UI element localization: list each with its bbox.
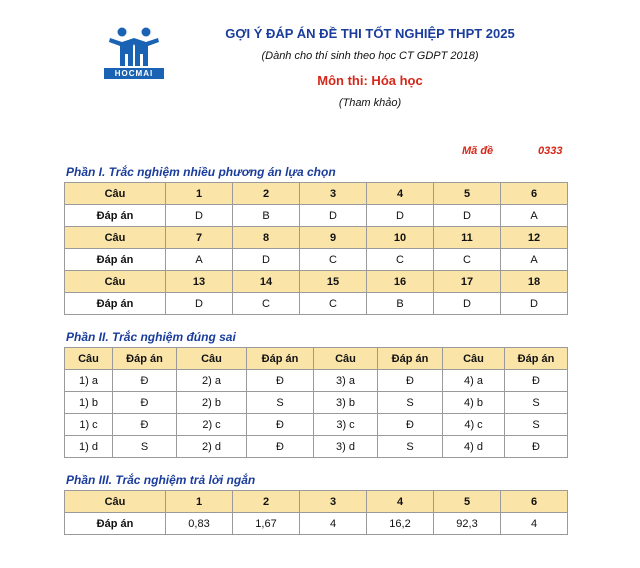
sub-question: 3) d xyxy=(314,436,378,458)
table-row xyxy=(65,293,568,315)
part1-table xyxy=(64,182,568,315)
subject-title: Môn thi: Hóa học xyxy=(317,73,423,88)
table-row xyxy=(65,513,568,535)
column-header: Câu xyxy=(177,348,247,370)
question-number: 3 xyxy=(300,491,367,513)
answer-cell: Đ xyxy=(505,436,568,458)
question-number: 12 xyxy=(501,227,568,249)
table-row xyxy=(65,370,568,392)
question-number: 4 xyxy=(367,183,434,205)
answer-cell: 92,3 xyxy=(434,513,501,535)
column-header: Câu xyxy=(443,348,505,370)
answer-cell: D xyxy=(434,205,501,227)
question-number: 10 xyxy=(367,227,434,249)
answer-cell: A xyxy=(166,249,233,271)
answer-cell: Đ xyxy=(247,414,314,436)
answer-label: Đáp án xyxy=(65,205,166,227)
column-header: Đáp án xyxy=(113,348,177,370)
table-row xyxy=(65,491,568,513)
table-row xyxy=(65,271,568,293)
answer-cell: D xyxy=(166,293,233,315)
sub-question: 1) c xyxy=(65,414,113,436)
answer-cell: S xyxy=(505,414,568,436)
answer-cell: A xyxy=(501,249,568,271)
part3-title: Phần III. Trắc nghiệm trả lời ngắn xyxy=(66,473,256,487)
part2-table xyxy=(64,347,568,458)
sub-question: 3) c xyxy=(314,414,378,436)
question-number: 9 xyxy=(300,227,367,249)
question-number: 17 xyxy=(434,271,501,293)
sub-question: 2) d xyxy=(177,436,247,458)
sub-question: 4) a xyxy=(443,370,505,392)
sub-question: 1) a xyxy=(65,370,113,392)
question-number: 8 xyxy=(233,227,300,249)
answer-cell: 0,83 xyxy=(166,513,233,535)
answer-cell: Đ xyxy=(113,414,177,436)
sub-question: 3) a xyxy=(314,370,378,392)
answer-cell: 1,67 xyxy=(233,513,300,535)
question-label: Câu xyxy=(65,183,166,205)
question-label: Câu xyxy=(65,227,166,249)
sub-question: 3) b xyxy=(314,392,378,414)
answer-cell: Đ xyxy=(247,370,314,392)
answer-cell: D xyxy=(501,293,568,315)
question-label: Câu xyxy=(65,491,166,513)
answer-cell: Đ xyxy=(247,436,314,458)
question-label: Câu xyxy=(65,271,166,293)
document-title: GỢI Ý ĐÁP ÁN ĐỀ THI TỐT NGHIỆP THPT 2025 xyxy=(225,26,515,41)
answer-cell: A xyxy=(501,205,568,227)
question-number: 5 xyxy=(434,491,501,513)
document-subtitle: (Dành cho thí sinh theo học CT GDPT 2018) xyxy=(261,50,479,62)
question-number: 2 xyxy=(233,491,300,513)
column-header: Câu xyxy=(65,348,113,370)
table-row xyxy=(65,205,568,227)
answer-cell: 4 xyxy=(501,513,568,535)
answer-cell: Đ xyxy=(505,370,568,392)
question-number: 1 xyxy=(166,491,233,513)
question-number: 15 xyxy=(300,271,367,293)
sub-question: 1) b xyxy=(65,392,113,414)
column-header: Câu xyxy=(314,348,378,370)
answer-cell: D xyxy=(166,205,233,227)
question-number: 3 xyxy=(300,183,367,205)
sub-question: 2) a xyxy=(177,370,247,392)
answer-cell: S xyxy=(505,392,568,414)
sub-question: 4) d xyxy=(443,436,505,458)
answer-cell: Đ xyxy=(113,392,177,414)
table-row xyxy=(65,249,568,271)
question-number: 14 xyxy=(233,271,300,293)
reference-note: (Tham khảo) xyxy=(338,97,402,109)
question-number: 4 xyxy=(367,491,434,513)
sub-question: 4) c xyxy=(443,414,505,436)
sub-question: 1) d xyxy=(65,436,113,458)
answer-cell: C xyxy=(300,293,367,315)
sub-question: 2) b xyxy=(177,392,247,414)
part3-table xyxy=(64,490,568,535)
question-number: 5 xyxy=(434,183,501,205)
answer-cell: B xyxy=(233,205,300,227)
question-number: 2 xyxy=(233,183,300,205)
table-row xyxy=(65,436,568,458)
answer-cell: S xyxy=(247,392,314,414)
column-header: Đáp án xyxy=(247,348,314,370)
answer-cell: D xyxy=(434,293,501,315)
table-row xyxy=(65,227,568,249)
answer-cell: C xyxy=(434,249,501,271)
answer-label: Đáp án xyxy=(65,249,166,271)
answer-cell: C xyxy=(367,249,434,271)
table-row xyxy=(65,414,568,436)
answer-cell: Đ xyxy=(378,414,443,436)
answer-cell: B xyxy=(367,293,434,315)
answer-cell: C xyxy=(300,249,367,271)
exam-code-label: Mã đề xyxy=(462,145,494,157)
question-number: 16 xyxy=(367,271,434,293)
exam-code-value: 0333 xyxy=(538,145,563,157)
part1-title: Phần I. Trắc nghiệm nhiều phương án lựa chọn xyxy=(66,165,336,179)
table-row xyxy=(65,183,568,205)
answer-label: Đáp án xyxy=(65,293,166,315)
column-header: Đáp án xyxy=(505,348,568,370)
question-number: 6 xyxy=(501,491,568,513)
answer-cell: 16,2 xyxy=(367,513,434,535)
answer-cell: 4 xyxy=(300,513,367,535)
answer-cell: Đ xyxy=(113,370,177,392)
answer-cell: D xyxy=(300,205,367,227)
answer-cell: Đ xyxy=(378,370,443,392)
sub-question: 4) b xyxy=(443,392,505,414)
sub-question: 2) c xyxy=(177,414,247,436)
column-header: Đáp án xyxy=(378,348,443,370)
answer-cell: C xyxy=(233,293,300,315)
logo-text: HOCMAI xyxy=(104,68,164,79)
answer-cell: S xyxy=(378,436,443,458)
people-logo-icon xyxy=(104,24,164,68)
answer-label: Đáp án xyxy=(65,513,166,535)
part2-title: Phần II. Trắc nghiệm đúng sai xyxy=(66,330,236,344)
answer-cell: S xyxy=(378,392,443,414)
question-number: 13 xyxy=(166,271,233,293)
answer-cell: S xyxy=(113,436,177,458)
table-header-row xyxy=(65,348,568,370)
table-row xyxy=(65,392,568,414)
question-number: 11 xyxy=(434,227,501,249)
answer-cell: D xyxy=(367,205,434,227)
question-number: 1 xyxy=(166,183,233,205)
question-number: 6 xyxy=(501,183,568,205)
question-number: 7 xyxy=(166,227,233,249)
question-number: 18 xyxy=(501,271,568,293)
hocmai-logo xyxy=(104,24,164,80)
answer-cell: D xyxy=(233,249,300,271)
